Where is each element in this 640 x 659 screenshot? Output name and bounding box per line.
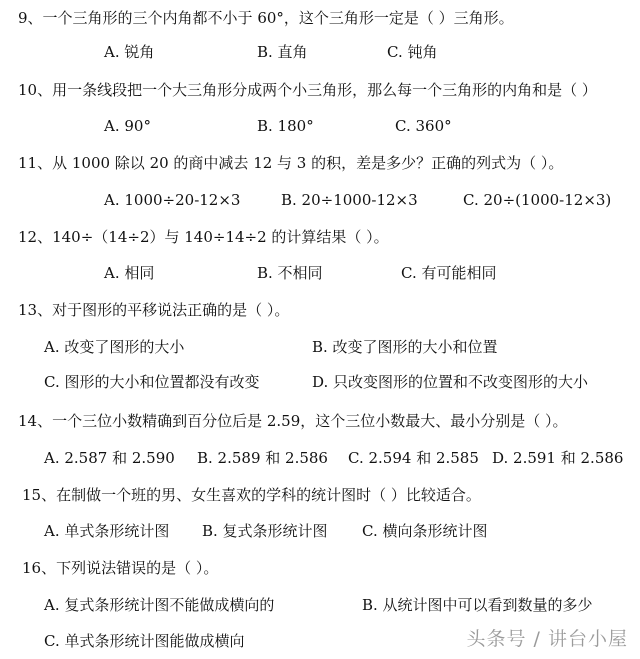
question-15-option-b: B. 复式条形统计图: [202, 522, 328, 540]
question-10-stem: 10、用一条线段把一个大三角形分成两个小三角形，那么每一个三角形的内角和是（ ）: [18, 81, 597, 99]
watermark-text: 头条号 / 讲台小屋: [466, 628, 628, 650]
question-16-option-a: A. 复式条形统计图不能做成横向的: [44, 596, 275, 614]
question-13-option-c: C. 图形的大小和位置都没有改变: [44, 373, 260, 391]
question-12-stem: 12、140÷（14÷2）与 140÷14÷2 的计算结果（ ）。: [18, 228, 389, 246]
question-14-option-c: C. 2.594 和 2.585: [348, 449, 479, 467]
question-9-stem: 9、一个三角形的三个内角都不小于 60°，这个三角形一定是（ ）三角形。: [18, 9, 514, 27]
question-16-stem: 16、下列说法错误的是（ ）。: [22, 559, 219, 577]
question-13-stem: 13、对于图形的平移说法正确的是（ ）。: [18, 301, 290, 319]
question-12-option-b: B. 不相同: [257, 264, 323, 282]
question-14-option-b: B. 2.589 和 2.586: [197, 449, 328, 467]
question-11-stem: 11、从 1000 除以 20 的商中减去 12 与 3 的积，差是多少？正确的列式为（ ）。: [18, 154, 564, 172]
question-12-option-a: A. 相同: [104, 264, 155, 282]
question-16-option-c: C. 单式条形统计图能做成横向: [44, 632, 245, 650]
question-11-option-c: C. 20÷(1000-12×3): [463, 191, 612, 209]
question-9-option-b: B. 直角: [257, 43, 308, 61]
question-15-option-c: C. 横向条形统计图: [362, 522, 488, 540]
question-14-option-d: D. 2.591 和 2.586: [492, 449, 624, 467]
question-15-stem: 15、在制做一个班的男、女生喜欢的学科的统计图时（ ）比较适合。: [22, 486, 481, 504]
question-11-option-a: A. 1000÷20-12×3: [104, 191, 241, 209]
question-9-option-c: C. 钝角: [387, 43, 438, 61]
question-14-stem: 14、一个三位小数精确到百分位后是 2.59，这个三位小数最大、最小分别是（ ）。: [18, 412, 568, 430]
question-16-option-b: B. 从统计图中可以看到数量的多少: [362, 596, 593, 614]
question-11-option-b: B. 20÷1000-12×3: [281, 191, 418, 209]
question-13-option-b: B. 改变了图形的大小和位置: [312, 338, 498, 356]
question-12-option-c: C. 有可能相同: [401, 264, 497, 282]
question-15-option-a: A. 单式条形统计图: [44, 522, 170, 540]
question-10-option-b: B. 180°: [257, 117, 314, 135]
question-10-option-c: C. 360°: [395, 117, 452, 135]
question-10-option-a: A. 90°: [104, 117, 151, 135]
question-14-option-a: A. 2.587 和 2.590: [44, 449, 175, 467]
question-13-option-d: D. 只改变图形的位置和不改变图形的大小: [312, 373, 589, 391]
question-9-option-a: A. 锐角: [104, 43, 155, 61]
question-13-option-a: A. 改变了图形的大小: [44, 338, 185, 356]
